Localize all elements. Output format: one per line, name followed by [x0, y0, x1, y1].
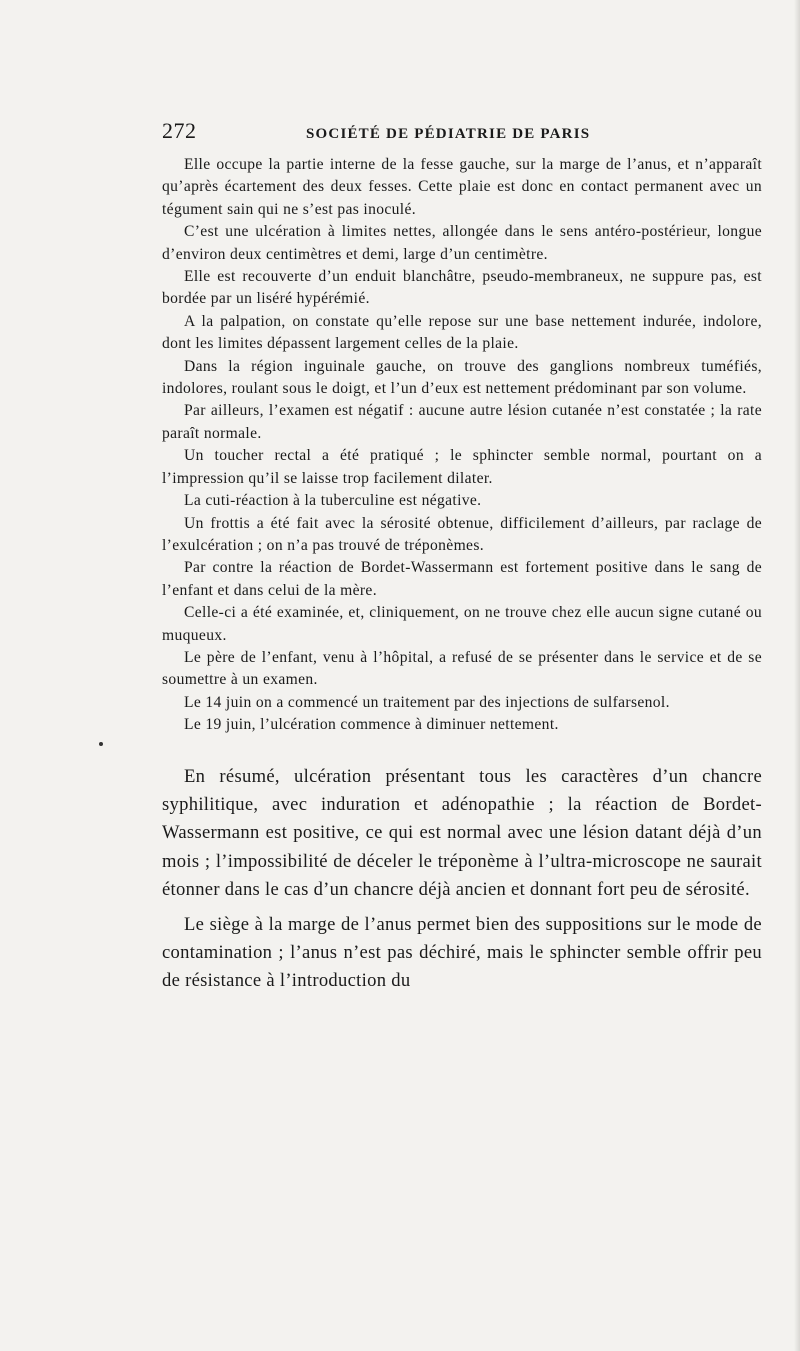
summary-paragraph: En résumé, ulcération présentant tous les caractères d’un chancre syphilitique, avec induration et adénopathie ; la réaction de Bordet-Wassermann est positive, ce qui est normal avec une lésion datant déjà d’un mois ; l’impossibilité de déceler le tréponème à l’ultra-microscope ne saurait étonner dans le cas d’un chancre déjà ancien et donnant fort peu de sérosité.	[162, 765, 762, 901]
page-number: 272	[162, 118, 197, 143]
case-paragraph: Celle-ci a été examinée, et, cliniquement, on ne trouve chez elle aucun signe cutané ou muqueux.	[162, 604, 762, 644]
case-report-section	[162, 154, 762, 737]
book-page	[162, 118, 762, 996]
scan-edge	[794, 0, 800, 1351]
ink-speck	[99, 742, 103, 746]
summary-paragraph: Le siège à la marge de l’anus permet bien des suppositions sur le mode de contamination ; l’anus n’est pas déchiré, mais le sphincter semble offrir peu de résistance à l’introduction du	[162, 913, 762, 992]
case-paragraph: Le 14 juin on a commencé un traitement par des injections de sulfarsenol.	[184, 693, 670, 711]
case-paragraph: Un toucher rectal a été pratiqué ; le sphincter semble normal, pourtant on a l’impression qu’il se laisse trop facilement dilater.	[162, 447, 762, 487]
case-paragraph: C’est une ulcération à limites nettes, allongée dans le sens antéro-postérieur, longue d’environ deux centimètres et demi, large d’un centimètre.	[162, 223, 762, 263]
case-paragraph: La cuti-réaction à la tuberculine est négative.	[184, 492, 482, 510]
case-paragraph: Par contre la réaction de Bordet-Wassermann est fortement positive dans le sang de l’enfant et dans celui de la mère.	[162, 559, 762, 599]
case-paragraph: Elle occupe la partie interne de la fesse gauche, sur la marge de l’anus, et n’apparaît qu’après écartement des deux fesses. Cette plaie est donc en contact permanent avec un tégument sain qui ne s’est pas inoculé.	[162, 156, 762, 218]
case-paragraph: Un frottis a été fait avec la sérosité obtenue, difficilement d’ailleurs, par raclage de l’exulcération ; on n’a pas trouvé de tréponèmes.	[162, 514, 762, 554]
case-paragraph: Par ailleurs, l’examen est négatif : aucune autre lésion cutanée n’est constatée ; la rate paraît normale.	[162, 402, 762, 442]
case-paragraph: Dans la région inguinale gauche, on trouve des ganglions nombreux tuméfiés, indolores, roulant sous le doigt, et l’un d’eux est nettement prédominant par son volume.	[162, 357, 762, 398]
running-header	[162, 118, 762, 152]
case-paragraph: A la palpation, on constate qu’elle repose sur une base nettement indurée, indolore, dont les limites dépassent largement celles de la plaie.	[162, 312, 762, 353]
case-paragraph: Le 19 juin, l’ulcération commence à diminuer nettement.	[184, 716, 559, 734]
running-title: SOCIÉTÉ DE PÉDIATRIE DE PARIS	[306, 126, 591, 142]
summary-section	[162, 763, 762, 996]
case-paragraph: Le père de l’enfant, venu à l’hôpital, a refusé de se présenter dans le service et de se soumettre à un examen.	[162, 648, 762, 689]
case-paragraph: Elle est recouverte d’un enduit blanchâtre, pseudo-membraneux, ne suppure pas, est bordée par un liséré hypérémié.	[162, 268, 762, 308]
